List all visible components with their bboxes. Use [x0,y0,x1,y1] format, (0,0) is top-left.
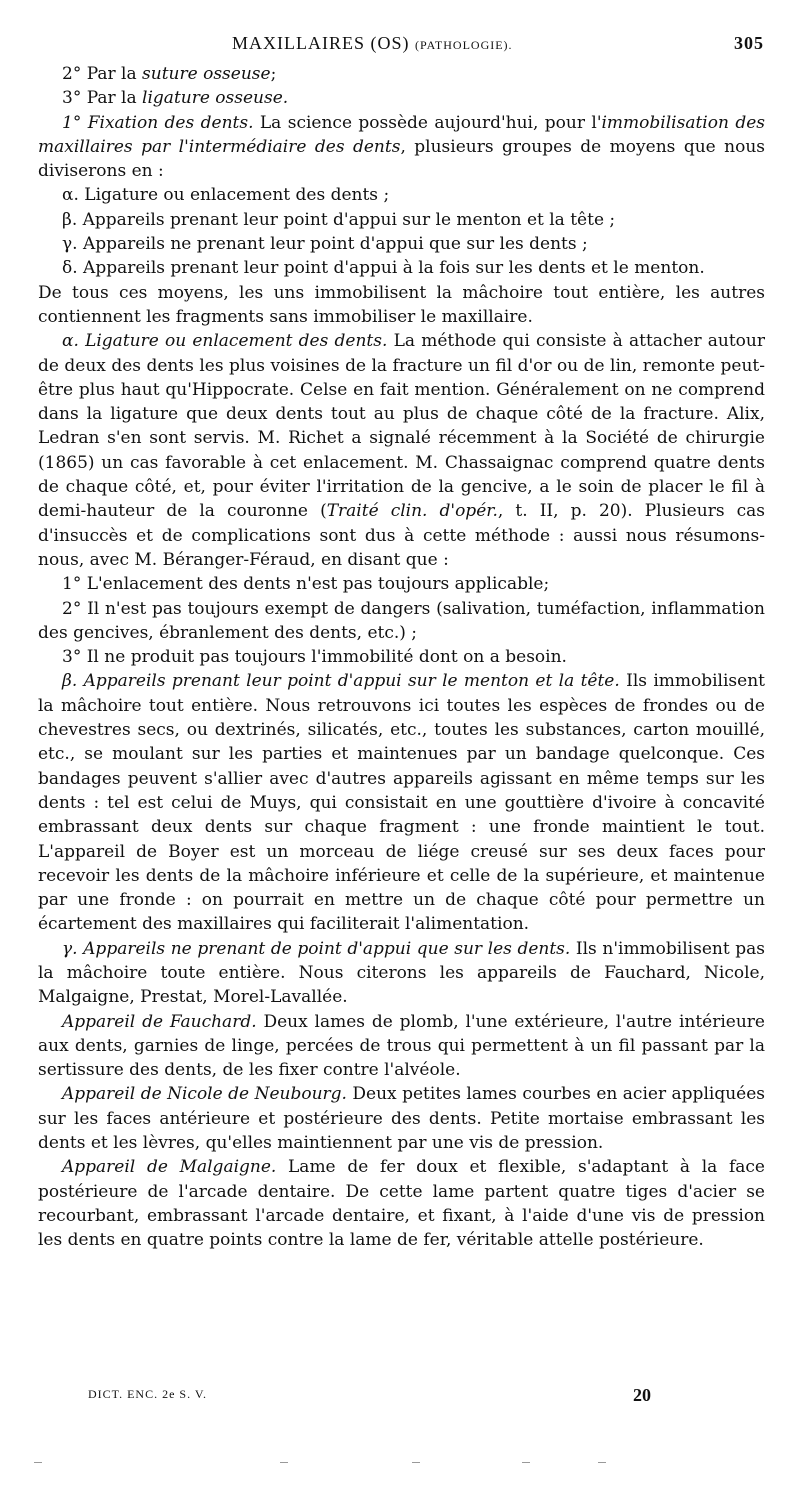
page-number: 305 [734,33,764,53]
list-item: 1° L'enlacement des dents n'est pas toujours applicable; [62,574,550,595]
running-header [40,33,768,57]
page-footer [88,1385,668,1407]
paragraph: Appareil de Fauchard. Deux lames de plomb, l'une extérieure, l'autre intérieure aux dents, garnies de linge, percées de trous qui permettent à un fil passant par la sertissure des dents, de les fixer contre l'alvéole. [38,1011,765,1081]
list-item: γ. Appareils ne prenant leur point d'appui que sur les dents ; [62,234,588,255]
list-item: α. Ligature ou enlacement des dents ; [62,185,390,206]
paragraph: 3° Par la ligature osseuse. [62,88,289,109]
paragraph: β. Appareils prenant leur point d'appui sur le menton et la tête. Ils immobilisent la mâchoire tout entière. Nous retrouvons ici toutes les espèces de frondes ou de chevestres secs, ou dextrinés, silicatés, etc., toutes les substances, carton mouillé, etc., se moulant sur les parties et maintenues par un bandage quelconque. Ces bandages peuvent s'allier avec d'autres appareils agissant en même temps sur les dents : tel est celui de Muys, qui consistait en une gouttière d'ivoire à concavité embrassant deux dents sur chaque fragment : une fronde maintient le tout. L'appareil de Boyer est un morceau de liége creusé sur ses deux faces pour recevoir les dents de la mâchoire inférieure et celle de la supérieure, et maintenue par une fronde : on pourrait en mettre un de chaque côté pour permettre un écartement des maxillaires qui faciliterait l'alimentation. [38,671,766,935]
body-text [38,62,765,1253]
list-item: β. Appareils prenant leur point d'appui sur le menton et la tête ; [62,209,616,230]
paragraph: 1° Fixation des dents. La science possède aujourd'hui, pour l'immobilisation des maxillaires par l'intermédiaire des dents, plusieurs groupes de moyens que nous diviserons en : [38,112,766,182]
print-marks [0,1462,800,1466]
print-mark [522,1462,530,1463]
paragraph: γ. Appareils ne prenant de point d'appui que sur les dents. Ils n'immobilisent pas la mâchoire toute entière. Nous citerons les appareils de Fauchard, Nicole, Malgaigne, Prestat, Morel-Lavallée. [38,938,766,1008]
list-item: 3° Il ne produit pas toujours l'immobilité dont on a besoin. [62,647,567,668]
print-mark [280,1462,288,1463]
sheet-number: 20 [633,1385,651,1405]
header-title: MAXILLAIRES (OS) (PATHOLOGIE). [232,33,513,53]
print-mark [34,1462,42,1463]
list-item: δ. Appareils prenant leur point d'appui à la fois sur les dents et le menton. [62,258,705,279]
paragraph: α. Ligature ou enlacement des dents. La méthode qui consiste à attacher autour de deux des dents les plus voisines de la fracture un fil d'or ou de lin, remonte peut-être plus haut qu'Hippocrate. Celse en fait mention. Généralement on ne comprend dans la ligature que deux dents tout au plus de chaque côté de la fracture. Alix, Ledran s'en sont servis. M. Richet a signalé récemment à la Société de chirurgie (1865) un cas favorable à cet enlacement. M. Chassaignac comprend quatre dents de chaque côté, et, pour éviter l'irritation de la gencive, a le soin de placer le fil à demi-hauteur de la couronne (Traité clin. d'opér., t. II, p. 20). Plusieurs cas d'insuccès et de complications sont dus à cette méthode : aussi nous résumons-nous, avec M. Béranger-Féraud, en disant que : [38,331,765,570]
signature-mark: DICT. ENC. 2e S. V. [88,1387,208,1401]
paragraph: Appareil de Nicole de Neubourg. Deux petites lames courbes en acier appliquées sur les faces antérieure et postérieure des dents. Petite mortaise embrassant les dents et les lèvres, qu'elles maintiennent par une vis de pression. [38,1084,765,1154]
header-subtitle: (PATHOLOGIE). [415,38,513,52]
paragraph: De tous ces moyens, les uns immobilisent la mâchoire tout entière, les autres contiennent les fragments sans immobiliser le maxillaire. [38,282,765,327]
list-item: 2° Il n'est pas toujours exempt de dangers (salivation, tuméfaction, inflammation des gencives, ébranlement des dents, etc.) ; [38,598,765,643]
paragraph: 2° Par la suture osseuse; [62,64,277,84]
print-mark [598,1462,606,1463]
print-mark [412,1462,420,1463]
paragraph: Appareil de Malgaigne. Lame de fer doux et flexible, s'adaptant à la face postérieure de l'arcade dentaire. De cette lame partent quatre tiges d'acier se recourbant, embrassant l'arcade dentaire, et fixant, à l'aide d'une vis de pression les dents en quatre points contre la lame de fer, véritable attelle postérieure. [38,1157,765,1251]
